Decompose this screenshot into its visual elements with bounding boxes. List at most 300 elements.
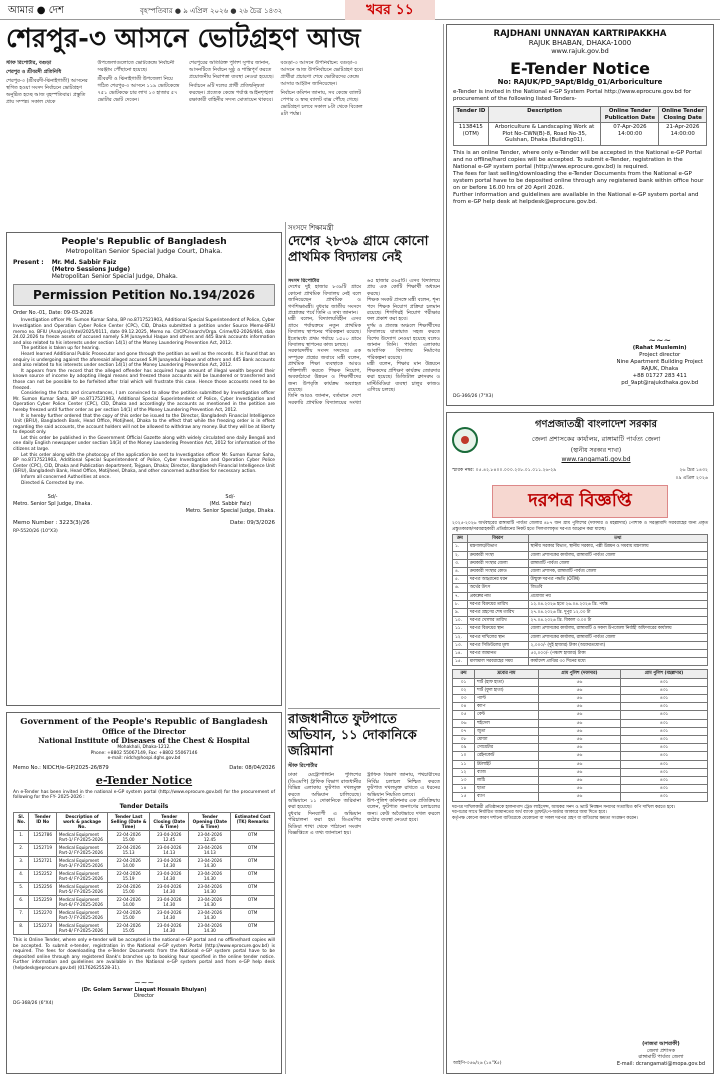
- table-cell: লাঠি: [474, 777, 538, 785]
- table-cell: দরপত্র সিডিউলের মূল্য: [467, 641, 528, 649]
- rangamati-sig-district: রাঙ্গামাটি পার্বত্য জেলা: [638, 1054, 684, 1060]
- petition-body: [13, 318, 275, 486]
- table-row: [453, 592, 708, 600]
- table-row: [453, 703, 708, 711]
- table-cell: দরপত্র গ্রহণের শেষ তারিখ: [467, 609, 528, 617]
- note-item: দরপত্র দাখিলকারী প্রতিষ্ঠানকে হালনাগাদ ট্রেড লাইসেন্স, আয়কর সনদ ও ভ্যাট নিবন্ধন সনদের সত্যায়িত কপি দাখিল করতে হবে।: [452, 804, 676, 810]
- table-cell: টর্চলাইট: [474, 760, 538, 768]
- judge-title: Metropolitan Senior Special Judge, Dhaka.: [51, 273, 178, 280]
- govt-seal-icon: [452, 427, 478, 453]
- table-cell: ২,০০০/- (দুই হাজার) টাকা (অফেরতযোগ্য): [528, 641, 707, 649]
- table-row: [453, 719, 708, 727]
- order-line: Order No.-01, Date: 09-03-2026: [13, 310, 93, 316]
- rajuk-table: [453, 106, 707, 146]
- table-cell: 5.: [14, 882, 29, 895]
- rangamati-notes: [452, 805, 708, 822]
- petition-paragraph: Let this order be published in the Government Official Gazette along with widely circulated one daily Bengali and one daily English newspaper under section 14(3) of the Money Laundering Prevention Act, 2012 for information of the citizens at large.: [13, 435, 275, 453]
- table-cell: দরপত্র খোলার তারিখ: [467, 617, 528, 625]
- nidch-gov: Government of the People's Republic of Bangladesh: [20, 717, 268, 727]
- table-cell: ৪৩১: [621, 695, 708, 703]
- table-cell: ৫.: [453, 576, 468, 584]
- col-header: Description of work & package No.: [56, 812, 107, 830]
- table-cell: ১১.: [453, 625, 468, 633]
- table-cell: প্রকল্পের নাম: [467, 592, 528, 600]
- table-cell: 23-04-2026 14.30: [189, 895, 231, 908]
- table-cell: ৪৩১: [621, 678, 708, 686]
- sig-left-sd: Sd/-: [47, 494, 58, 501]
- table-cell: জেলা প্রশাসকের কার্যালয়, রাঙ্গামাটি পার্বত্য জেলা: [528, 633, 707, 641]
- rajuk-paragraph: Further information and guidelines are available in the National e-GP system portal and from e-GP help desk at helpdesk@eprocure.gov.bd.: [453, 191, 699, 205]
- table-cell: মালামাল সরবরাহের সময়: [467, 658, 528, 666]
- rangamati-web: www.rangamati.gov.bd: [561, 456, 631, 463]
- table-cell: ব্যাগ: [474, 793, 538, 801]
- table-cell: ০৯: [453, 744, 475, 752]
- section-rule: [288, 708, 440, 709]
- table-cell: OTM: [231, 843, 275, 856]
- table-cell: সোয়েটার: [474, 744, 538, 752]
- petition-paragraph: Considering the facts and circumstances, I am convinced to allow the petition submitted by Investigation officer Mr. Sumon Kumar Saha, BP no.8717521903, Additional Special Superintendent of Police, Cyber Investigation and Operation Cyber Police Center (CPC), CID, Dhaka and accordingly the accounts as mentioned in the petition are hereby freezed until further order as per section 14(1) of the Money Laundering Prevention Act, 2012.: [13, 391, 275, 413]
- tender-description: Arboriculture & Landscaping Work at Plot No-CWN(B)-8, Road No-35, Gulshan, Dhaka (Building01).: [488, 123, 601, 146]
- table-row: [453, 736, 708, 744]
- publication-date: 07-Apr-2026 14:00:00: [601, 123, 659, 146]
- col-header: Online Tender Closing Date: [659, 107, 707, 123]
- table-cell: ৫৬: [538, 777, 620, 785]
- rajuk-intro: e-Tender is invited in the National e-GP System Portal http://www.eprocure.gov.bd for procurement of the following listed Tenders-: [453, 89, 692, 102]
- table-row: [453, 568, 708, 576]
- rajuk-sig-title: Project director: [639, 352, 681, 358]
- table-cell: 23-04-2026 14.30: [189, 869, 231, 882]
- table-cell: ৫৬: [538, 678, 620, 686]
- sig-right-sd: Sd/-: [225, 494, 236, 501]
- table-cell: জুতা: [474, 727, 538, 735]
- table-cell: ০৩: [453, 695, 475, 703]
- raid-paragraph: ট্রাফিক বিভাগ জানায়, পথচারীদের নির্বিঘ্ন চলাচল নিশ্চিত করতে ফুটপাত দখলমুক্ত রাখতে এ ধরনের অভিযান নিয়মিত চলবে।: [367, 772, 440, 798]
- rajuk-sig-phone: +88 01727 283 411: [632, 373, 687, 379]
- nidch-sig-name: (Dr. Golam Sarwar Liaquat Hossain Bhuiyan): [81, 986, 207, 993]
- col-header: Tender Closing (Date & Time): [150, 812, 189, 830]
- raid-body: [288, 772, 440, 1052]
- table-cell: ৪৩১: [621, 719, 708, 727]
- nidch-tender-notice: [6, 712, 282, 1074]
- petition-title: Permission Petition No.194/2026: [13, 284, 275, 306]
- table-cell: ৫০,০০০/- (পঞ্চাশ হাজার) টাকা: [528, 650, 707, 658]
- table-cell: 22-04-2026 15.00: [108, 830, 150, 843]
- table-cell: ব্যাজ: [474, 768, 538, 776]
- table-cell: 23-04-2026 14.30: [150, 882, 189, 895]
- table-cell: ১৩.: [453, 641, 468, 649]
- table-cell: ১৫: [453, 793, 475, 801]
- column-rule: [285, 222, 286, 1074]
- col-header: Tender Opening (Date & Time): [189, 812, 231, 830]
- table-cell: OTM: [231, 882, 275, 895]
- nidch-institute: National Institute of Diseases of the Chest & Hospital: [38, 736, 250, 745]
- nidch-memo: Memo No.: NIDCH/e-GP/2025-26/879: [13, 764, 109, 771]
- table-row: [14, 869, 275, 882]
- rangamati-date-en: ০৯ এপ্রিল ২০২৬: [675, 476, 708, 481]
- rangamati-tender-notice: [446, 412, 714, 1074]
- memo-number: Memo Number : 3223(3)/26: [13, 520, 90, 527]
- table-row: [453, 711, 708, 719]
- table-row: [454, 123, 707, 146]
- table-cell: 1252256: [29, 882, 56, 895]
- info-table-header: [453, 535, 708, 543]
- petition-paragraph: Heard learned Additional Public Prosecutor and gone through the petition as well as the records. It is found that an enquiry is undergoing against the aforesaid alleged accused S.M Junayedul Haque and others and 445 Bank accounts and also related to his interests under section 14(1) of the Money Laundering Prevention Act, 2012.: [13, 351, 275, 369]
- col-header: Tender ID No: [29, 812, 56, 830]
- table-cell: ৪৩১: [621, 760, 708, 768]
- petition-paragraph: The petition is taken up for hearing.: [21, 346, 100, 352]
- table-cell: ৫৬: [538, 686, 620, 694]
- table-cell: 7.: [14, 908, 29, 921]
- lead-paragraph: শেরপুরের অতিরিক্ত পুলিশ সুপার জানান, আসনটিতে নির্বাচন সুষ্ঠু ও শান্তিপূর্ণ করতে প্রয়োজনীয় নিরাপত্তা ব্যবস্থা নেওয়া হয়েছে।: [189, 60, 274, 80]
- table-cell: দরপত্র আহ্বানের ধরন: [467, 576, 528, 584]
- table-cell: 22-04-2026 15.05: [108, 921, 150, 934]
- table-cell: ০২: [453, 686, 475, 694]
- table-row: [453, 752, 708, 760]
- schools-paragraph: দুর্গম ও প্রত্যন্ত অঞ্চলে শিক্ষার্থীদের বিদ্যালয়ে যাতায়াত সহজ করতে বিশেষ উদ্যোগ নেওয়া হয়েছে বলেও জানান তিনি। পার্বত্য এলাকায় আবাসিক বিদ্যালয় নির্মাণের পরিকল্পনা রয়েছে।: [367, 322, 440, 361]
- raid-paragraph: ঢাকা মেট্রোপলিটন পুলিশের (ডিএমপি) ট্রাফিক বিভাগ রাজধানীর বিভিন্ন এলাকায় ফুটপাত দখলমুক্ত করতে অভিযান চালিয়েছে। অভিযানে ১১ দোকানিকে জরিমানা করা হয়েছে।: [288, 772, 361, 811]
- lead-paragraph: শেরপুর-৩ (শ্রীবরদী-ঝিনাইগাতী) আসনের স্থগিত হওয়া সংসদ নির্বাচনে ভোটগ্রহণ অনুষ্ঠিত হচ্ছে আজ বৃহস্পতিবার। প্রস্তুতি প্রায় সম্পন্ন। সকাল থেকে উপজেলাগুলোতে ভোটকেন্দ্রে নির্বাচনী সরঞ্জাম পৌঁছানো হয়েছে।: [6, 60, 175, 105]
- rajuk-sig-org: RAJUK, Dhaka: [641, 366, 679, 372]
- table-cell: ৫৬: [538, 703, 620, 711]
- table-cell: ৯.: [453, 609, 468, 617]
- judge-sub: (Metro Sessions Judge): [51, 266, 131, 273]
- memo-date: Date: 09/3/2026: [230, 520, 275, 527]
- table-row: [453, 744, 708, 752]
- table-cell: ৪৩১: [621, 785, 708, 793]
- table-row: [14, 830, 275, 843]
- rangamati-info-table: [452, 534, 708, 666]
- table-row: [453, 543, 708, 551]
- lead-paragraph: নির্বাচনে ৬টি দলের প্রার্থী প্রতিদ্বন্দ্বিতা করছেন। প্রত্যেক কেন্দ্রে পর্যাপ্ত আইনশৃঙ্খলা রক্ষাকারী বাহিনীর সদস্য মোতায়েন থাকবে।: [189, 83, 274, 103]
- table-cell: ৭.: [453, 592, 468, 600]
- table-cell: ক্রয়কারী সংস্থার কোড: [467, 568, 528, 576]
- lead-byline-2: শেরপুর ও শ্রীবরদী প্রতিনিধি: [6, 69, 62, 75]
- nidch-phone: Phone: +8802 55067149, Fax: +8802 55067146: [90, 750, 198, 756]
- items-table-header: [453, 670, 708, 678]
- table-cell: ৫৬: [538, 695, 620, 703]
- table-cell: ২.: [453, 551, 468, 559]
- col-header: বিবরণ: [467, 535, 528, 543]
- col-header: দ্রব্যের নাম: [474, 670, 538, 678]
- signature-right: [186, 494, 275, 515]
- table-cell: হুইসেল: [474, 719, 538, 727]
- nidch-date: Date: 08/04/2026: [229, 764, 275, 771]
- petition-paragraph: It is hereby further ordered that the copy of this order be issued to the Director, Bangladesh Financial Intelligence Unit (BFIU), Bangladesh Bank, Head Office, Motijheel, Dhaka to the effect that while the freezing order is in effect regarding the said accounts, the account holders will not be allowed to withdraw any money. But they will be at liberty to deposit only.: [13, 413, 275, 436]
- signature-mark: ~~~: [133, 977, 155, 987]
- table-cell: 22-04-2026 15.00: [108, 882, 150, 895]
- nidch-intro: An e-Tender has been invited in the national e-GP system portal (http://www.eprocure.gov.bd) for the procurement of following for the FY- 2025-2026 :: [13, 789, 275, 801]
- table-cell: ৫৬: [538, 768, 620, 776]
- table-cell: 23-04-2026 12.45: [189, 830, 231, 843]
- table-row: [453, 785, 708, 793]
- table-cell: 1252252: [29, 869, 56, 882]
- rajuk-address: RAJUK BHABAN, DHAKA-1000: [528, 39, 632, 47]
- table-cell: 1252273: [29, 921, 56, 934]
- table-cell: জেলা প্রশাসকের কার্যালয়, রাঙ্গামাটি পার্বত্য জেলা: [528, 551, 707, 559]
- schools-header: [288, 222, 440, 278]
- col-header: Tender Last Selling (Date & Time): [108, 812, 150, 830]
- schools-headline: দেশের ২৮৩৯ গ্রামে কোনো প্রাথমিক বিদ্যালয় নেই: [288, 234, 429, 265]
- table-cell: 22-04-2026 15.00: [108, 908, 150, 921]
- table-row: [453, 678, 708, 686]
- signature-left: [13, 494, 92, 515]
- column-rule: [443, 24, 444, 1074]
- table-cell: ১০.: [453, 617, 468, 625]
- table-cell: 8.: [14, 921, 29, 934]
- table-cell: 23-04-2026 12.45: [150, 830, 189, 843]
- table-cell: 23-04-2026 14.30: [189, 856, 231, 869]
- table-cell: ১৪: [453, 785, 475, 793]
- table-cell: Medical Equipment Part-5/ FY-2025-2026: [56, 882, 107, 895]
- table-cell: ৪৩১: [621, 768, 708, 776]
- table-cell: Medical Equipment Part-2/ FY-2025-2026: [56, 843, 107, 856]
- table-row: [453, 760, 708, 768]
- table-cell: দরপত্র জামানত: [467, 650, 528, 658]
- table-cell: ৫৬: [538, 793, 620, 801]
- table-cell: ১২.: [453, 633, 468, 641]
- table-row: [453, 686, 708, 694]
- table-cell: ৫৬: [538, 760, 620, 768]
- table-row: [453, 600, 708, 608]
- table-cell: প্যান্ট: [474, 695, 538, 703]
- table-cell: ৫৬: [538, 719, 620, 727]
- table-cell: ১১: [453, 760, 475, 768]
- table-row: [453, 641, 708, 649]
- col-header: Tender ID: [454, 107, 489, 123]
- rajuk-no: No: RAJUK/PD_9Apt/Bldg_01/Arboriculture: [497, 78, 663, 86]
- table-cell: ৪৩১: [621, 727, 708, 735]
- table-cell: 23-04-2026 14.13: [189, 843, 231, 856]
- table-cell: ৪৩১: [621, 686, 708, 694]
- table-cell: 23-04-2026 14.30: [189, 921, 231, 934]
- table-cell: ০১: [453, 678, 475, 686]
- ad-ref: RP-5520/26 (10"X3): [13, 529, 58, 535]
- table-cell: 4.: [14, 869, 29, 882]
- rangamati-sig-email: E-mail: dcrangamati@mopa.gov.bd: [616, 1060, 705, 1067]
- schools-paragraph: দেশের দুই হাজার ৮৩৯টি গ্রামে কোনো প্রাথমিক বিদ্যালয় নেই বলে জানিয়েছেন প্রাথমিক ও গণশিক্ষামন্ত্রী। বুধবার জাতীয় সংসদে প্রশ্নোত্তর পর্বে তিনি এ তথ্য জানান।: [288, 284, 361, 317]
- table-cell: ১.: [453, 543, 468, 551]
- petition-court: Metropolitan Senior Special Judge Court, Dhaka.: [65, 247, 223, 255]
- table-cell: 1252270: [29, 908, 56, 921]
- rangamati-signature: [617, 1041, 705, 1067]
- rajuk-ref: DG-366/26 (7"X3): [453, 394, 494, 399]
- masthead: [0, 0, 720, 20]
- rangamati-ref: আইপি-৩৫৬/২৬ (১৪"X৫): [453, 1061, 502, 1066]
- rajuk-org: RAJDHANI UNNAYAN KARTRIPAKKHA: [493, 29, 667, 39]
- table-cell: ৫৬: [538, 752, 620, 760]
- note-item: কর্তৃপক্ষ কোনো কারণ দর্শানো ব্যতিরেকে যেকোনো বা সকল দরপত্র গ্রহণ বা বাতিলের ক্ষমতা সংরক্ষণ করেন।: [452, 815, 638, 821]
- nidch-office: Office of the Director: [102, 727, 186, 736]
- col-header: Description: [488, 107, 601, 123]
- rajuk-body: [453, 150, 707, 206]
- rajuk-sig-project: Nine Apartment Building Project: [616, 359, 703, 365]
- lead-paragraph: শ্রীবরদী ও ঝিনাইগাতী উপজেলা নিয়ে গঠিত শেরপুর-৩ আসনে ১১৯ ভোটকেন্দ্রে ৭৫১ ভোটকক্ষে চার লাখ ১৩ হাজার ৫৭ ভোটার ভোট দেবেন।: [97, 76, 180, 103]
- table-cell: ৩.: [453, 559, 468, 567]
- petition-paragraph: It appears from the record that the alleged offender has acquired huge amount of illegal wealth beyond their known source of income by adopting illegal means and freezed those accounts will be laundered or transferred and those can not be possible to be forfeited after trial which will frustrate this case. Hence those accounts need to be freezed.: [13, 368, 275, 391]
- table-cell: 1252259: [29, 895, 56, 908]
- table-cell: ৪৩১: [621, 777, 708, 785]
- table-cell: বেল্ট: [474, 711, 538, 719]
- nidch-table-header: [14, 812, 275, 830]
- table-cell: Medical Equipment Part-7/ FY-2025-2026: [56, 908, 107, 921]
- table-row: [453, 650, 708, 658]
- table-cell: 23-04-2026 14.13: [150, 843, 189, 856]
- petition-gov: People's Republic of Bangladesh: [61, 237, 227, 247]
- col-header: গ্রাম পুলিশ (দফাদার): [538, 670, 620, 678]
- table-cell: ৪৩১: [621, 793, 708, 801]
- table-row: [14, 908, 275, 921]
- table-cell: 1.: [14, 830, 29, 843]
- petition-paragraph: Investigation officer Mr. Sumon Kumar Saha, BP no.8717521903, Additional Special Superintendent of Police, Cyber Investigation and Operation Cyber Police Center (CPC), CID, Dhaka submitted a petition under Source Memo-BFIU memo no. BFIU (Analysis)/Intel/2025/0111, date 09.12.2025, Memo no. CI/CPC/search/Orga. Crime/02-2026/464, date 24.02.2026 to freeze assets of accused namely S.M Junayedul Haque and others and 445 Bank accounts information and also related to his interests under section 14(1) of the Money Laundering Prevention Act, 2012.: [13, 318, 275, 346]
- table-cell: 22-04-2026 14.00: [108, 895, 150, 908]
- closing-date: 21-Apr-2026 14:00:00: [659, 123, 707, 146]
- table-cell: জেলা প্রশাসক, রাঙ্গামাটি পার্বত্য জেলা: [528, 568, 707, 576]
- table-row: [453, 768, 708, 776]
- table-cell: Medical Equipment Part-3/ FY-2025-2026: [56, 856, 107, 869]
- rajuk-paragraph: This is an online Tender, where only e-Tender will be accepted in the National e-GP Portal and no offline/hard copies will be accepted. To submit e-Tender, registration in the National e-GP system portal (http://www.eprocure.gov.bd) is required.: [453, 149, 702, 170]
- table-cell: প্রযোজ্য নয়: [528, 592, 707, 600]
- rajuk-web: www.rajuk.gov.bd: [551, 47, 609, 55]
- table-cell: 23-04-2026 14.30: [150, 869, 189, 882]
- table-cell: ক্রয়কারী সংস্থার জেলা: [467, 559, 528, 567]
- schools-paragraph: তিনি আরও জানান, বর্তমানে দেশে সরকারি প্রাথমিক বিদ্যালয়ের সংখ্যা ৬৫ হাজার ৫৬৫টি। এসব বিদ্যালয়ে প্রায় এক কোটি শিক্ষার্থী অধ্যয়ন করছে।: [288, 278, 440, 406]
- table-cell: OTM: [231, 908, 275, 921]
- table-cell: ১৪.: [453, 650, 468, 658]
- raid-paragraph: বুধবার দিনব্যাপী এ অভিযান পরিচালনা করা হয়। ডিএমপির মিডিয়া শাখা থেকে পাঠানো সংবাদ বিজ্ঞপ্তিতে এ তথ্য জানানো হয়।: [288, 810, 361, 837]
- col-header: গ্রাম পুলিশ (মহল্লাদার): [621, 670, 708, 678]
- table-cell: রাঙ্গামাটি পার্বত্য জেলা: [528, 559, 707, 567]
- table-cell: অর্থের উৎস: [467, 584, 528, 592]
- issue-date: বৃহস্পতিবার ● ৯ এপ্রিল ২০২৬ ● ২৬ চৈত্র ১৪৩২: [140, 7, 283, 15]
- rangamati-date-bn: ২৬ চৈত্র ১৪৩২: [679, 468, 708, 473]
- nidch-table: [13, 812, 275, 935]
- rajuk-sig-email: pd_9apt@rajukdhaka.gov.bd: [621, 380, 699, 386]
- table-cell: 2.: [14, 843, 29, 856]
- table-cell: Medical Equipment Part-8/ FY-2025-2026: [56, 921, 107, 934]
- table-row: [453, 584, 708, 592]
- table-row: [453, 633, 708, 641]
- nidch-details-title: Tender Details: [119, 802, 169, 810]
- table-cell: ৪.: [453, 568, 468, 576]
- table-cell: ৪৩১: [621, 711, 708, 719]
- rangamati-sig-title: জেলা প্রশাসক: [646, 1047, 676, 1054]
- sig-left-title: Metro. Senior Spl Judge, Dhaka.: [13, 501, 93, 508]
- table-cell: দরপত্র বিক্রয়ের স্থান: [467, 625, 528, 633]
- col-header: Estimated Cost (TK) Remarks: [231, 812, 275, 830]
- table-row: [453, 777, 708, 785]
- table-cell: জিওবি: [528, 584, 707, 592]
- schools-paragraph: মন্ত্রী বলেন, শিক্ষার মান উন্নয়নে শিক্ষকদের প্রশিক্ষণ কার্যক্রম জোরদার করা হয়েছে। ডিজিটাল ক্লাসরুম ও মাল্টিমিডিয়া ব্যবস্থা চালুর কাজও এগিয়ে চলছে।: [367, 361, 440, 393]
- table-cell: 23-04-2026 14.30: [150, 856, 189, 869]
- table-cell: স্থানীয় সরকার বিভাগ, স্থানীয় সরকার, পল্লী উন্নয়ন ও সমবায় মন্ত্রণালয়: [528, 543, 707, 551]
- signature-mark: ~~~: [648, 336, 672, 346]
- table-cell: ৫৬: [538, 785, 620, 793]
- table-cell: 23-04-2026 14.30: [150, 895, 189, 908]
- table-cell: 1252786: [29, 830, 56, 843]
- table-cell: 22-04-2026 15.13: [108, 843, 150, 856]
- table-cell: Medical Equipment Part-6/ FY-2025-2026: [56, 895, 107, 908]
- nidch-email: e-mail: nidch@hospi.dghs.gov.bd: [107, 756, 181, 762]
- col-header: Sl. No.: [14, 812, 29, 830]
- table-cell: ৪৩১: [621, 744, 708, 752]
- table-cell: মোজা: [474, 736, 538, 744]
- schools-paragraph: সরকারদলীয় সংসদ সদস্যের এক সম্পূরক প্রশ্নের জবাবে মন্ত্রী বলেন, প্রাথমিক শিক্ষা ব্যবস্থাকে আরও শক্তিশালী করতে শিক্ষক নিয়োগ, অবকাঠামো উন্নয়ন ও শিক্ষার্থীদের জন্য উপবৃত্তি কার্যক্রম অব্যাহত রয়েছে।: [288, 348, 361, 393]
- table-cell: 23-04-2026 14.30: [150, 908, 189, 921]
- schools-paragraph: মন্ত্রী বলেন, বিদ্যালয়বিহীন এসব গ্রামে পর্যায়ক্রমে নতুন প্রাথমিক বিদ্যালয় স্থাপনের পরিকল্পনা রয়েছে। ইতোমধ্যে প্রথম পর্যায়ে ১৫০০ গ্রামে বিদ্যালয় স্থাপনের কাজ চলছে।: [288, 316, 361, 349]
- table-cell: ৫৬: [538, 727, 620, 735]
- col-header: তথ্য: [528, 535, 707, 543]
- table-cell: 23-04-2026 14.30: [189, 908, 231, 921]
- rangamati-items-table: [452, 669, 708, 801]
- petition-paragraph: Let this order along with the photocopy of the application be sent to Investigation officer Mr. Sumon Kumar Saha, BP no.8717521903, Additional Special Superintendent of Police, Cyber Investigation and Operation Cyber Police Center (CPC), CID, Dhaka and Publication department, Tejgaon, Dhaka; Director, Bangladesh Financial Intelligence Unit (BFIU), Bangladesh Bank, Head Office, Motijheel, Dhaka, and other concerned authorities for necessary action.: [13, 452, 275, 475]
- table-cell: ৮.: [453, 600, 468, 608]
- nidch-address: Mohakhali, Dhaka-1212.: [117, 745, 171, 750]
- petition-paragraph: Directed & Corrected by me.: [21, 480, 84, 486]
- raid-headline: রাজধানীতে ফুটপাতে অভিযান, ১১ দোকানিকে জরিমানা: [288, 712, 417, 759]
- rajuk-paragraph: The fees for last selling/downloading the e-Tender Documents from the National e-GP system portal have to be deposited online through any registered bank within office hour on or before 16.00 hrs of 20 April 2026.: [453, 170, 704, 191]
- table-cell: Medical Equipment Part-1/ FY-2025-2026: [56, 830, 107, 843]
- table-row: [453, 609, 708, 617]
- table-cell: ক্যাপ: [474, 703, 538, 711]
- table-row: [453, 727, 708, 735]
- lead-byline: স্টাফ রিপোর্টার, বগুড়া: [6, 60, 52, 66]
- table-cell: ৫৬: [538, 736, 620, 744]
- table-cell: OTM: [231, 869, 275, 882]
- table-cell: 1252721: [29, 856, 56, 869]
- table-cell: 6.: [14, 895, 29, 908]
- rangamati-title: দরপত্র বিজ্ঞপ্তি: [492, 485, 668, 518]
- paper-name: আমার ● দেশ: [8, 5, 64, 16]
- judge-name: Mr. Md. Sabbir Faiz: [51, 259, 117, 266]
- tender-id: 1138415 (OTM): [454, 123, 489, 146]
- petition-notice: [6, 232, 282, 706]
- table-row: [453, 576, 708, 584]
- lead-headline: শেরপুর-৩ আসনে ভোটগ্রহণ আজ: [6, 24, 361, 54]
- table-cell: 3.: [14, 856, 29, 869]
- rajuk-title: E-Tender Notice: [510, 59, 650, 78]
- col-header: ক্রম: [453, 535, 468, 543]
- table-cell: ১২.০৪.২০২৬ হতে ২৬.০৪.২০২৬ খ্রি. পর্যন্ত: [528, 600, 707, 608]
- table-cell: মন্ত্রণালয়/বিভাগ: [467, 543, 528, 551]
- rajuk-table-header: [454, 107, 707, 123]
- raid-paragraph: উপ-পুলিশ কমিশনার এক প্রতিক্রিয়ায় বলেন, ফুটপাত জনগণের চলাচলের জন্য। কেউ অবৈধভাবে দখল করলে কঠোর ব্যবস্থা নেওয়া হবে।: [367, 798, 440, 824]
- table-cell: ২৭.০৪.২০২৬ খ্রি. দুপুর ১২.০০ টা: [528, 609, 707, 617]
- table-cell: OTM: [231, 921, 275, 934]
- nidch-sig-title: Director: [133, 992, 155, 999]
- raid-byline: স্টাফ রিপোর্টার: [288, 763, 318, 769]
- nidch-title: e-Tender Notice: [95, 773, 193, 787]
- rajuk-signature: [616, 338, 703, 387]
- table-cell: ২৭.০৪.২০২৬ খ্রি. বিকাল ৩.০০ টা: [528, 617, 707, 625]
- col-header: ক্রম: [453, 670, 475, 678]
- table-row: [453, 695, 708, 703]
- table-cell: 23-04-2026 14.30: [189, 882, 231, 895]
- table-row: [453, 793, 708, 801]
- schools-byline: সংসদ রিপোর্টার: [288, 278, 320, 284]
- table-cell: 1252719: [29, 843, 56, 856]
- table-row: [14, 921, 275, 934]
- rajuk-tender-notice: [446, 24, 714, 406]
- table-cell: শার্ট (ফুল হাতা): [474, 686, 538, 694]
- table-cell: রেইনকোট: [474, 752, 538, 760]
- sig-right-name: (Md. Sabbir Faiz): [209, 501, 252, 508]
- nidch-footer: This is Online Tender, where only e-tender will be accepted in the national e-GP portal and no offline/hard copies will be accepted. To submit e-tender, registration in the National e-GP system Portal (http://www.eprocure.gov.bd) is required. The fees for downloading the e-Tender Documents from the National e-GP system portal have to be deposited online through any registered Bank's branches up to booking hour specified in the online tender notice. Further information and guidelines are available in the National e-GP system portal and from e-GP help desk (helpdesk@eprocure.gov.bd) (01762625528-31).: [13, 937, 275, 971]
- table-cell: ০৮: [453, 736, 475, 744]
- table-cell: OTM: [231, 830, 275, 843]
- schools-story: [288, 278, 440, 706]
- rangamati-section: (স্থানীয় সরকার শাখা): [570, 447, 622, 454]
- rangamati-intro: ২০২৫-২০২৬ অর্থবছরের রাঙ্গামাটি পার্বত্য জেলার ৪৮৭ জন গ্রাম পুলিশের (দফাদার ও মহল্লাদার) পোশাক ও সরঞ্জামাদি সরবরাহের জন্য প্রকৃত প্রস্তুতকারক/সরবরাহকারী প্রতিষ্ঠানের নিকট হতে সিলগালাকৃত দরপত্র আহ্বান করা যাচ্ছে।: [452, 521, 708, 532]
